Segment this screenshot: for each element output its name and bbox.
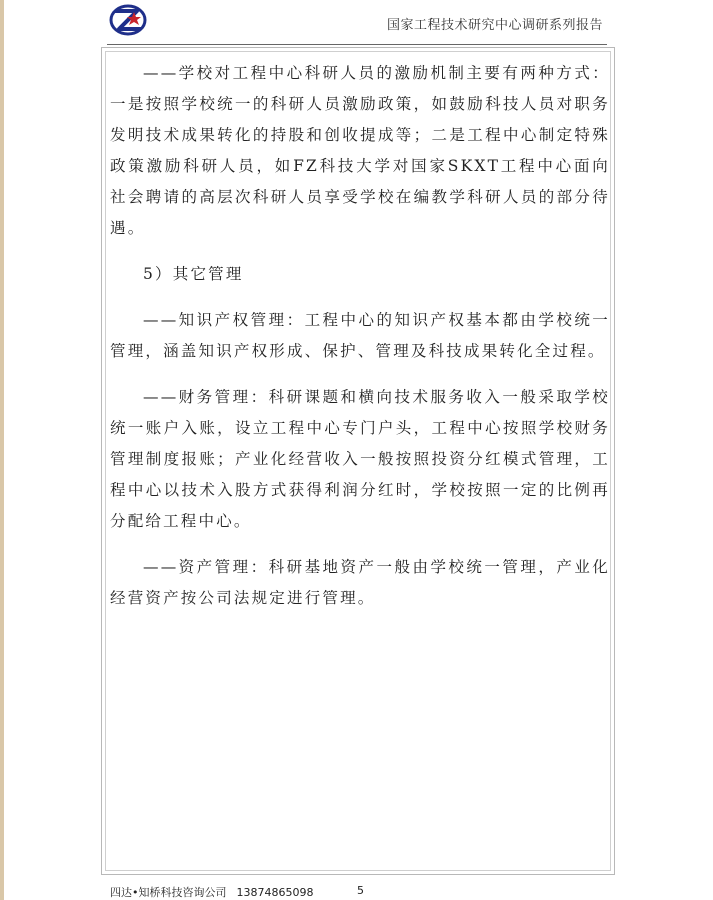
footer-phone: 13874865098 xyxy=(236,886,314,899)
paragraph-incentive-mechanism: ——学校对工程中心科研人员的激励机制主要有两种方式：一是按照学校统一的科研人员激励政策，如鼓励科技人员对职务发明技术成果转化的持股和创收提成等；二是工程中心制定特殊政策激励科研人员，如FZ科技大学对国家SKXT工程中心面向社会聘请的高层次科研人员享受学校在编教学科研人员的部分待遇。 xyxy=(110,64,610,237)
header-divider xyxy=(107,44,607,45)
paragraph-asset-management: ——资产管理：科研基地资产一般由学校统一管理，产业化经营资产按公司法规定进行管理。 xyxy=(110,558,610,607)
page-left-edge xyxy=(0,0,4,900)
company-logo-icon xyxy=(107,2,149,38)
footer-company-name: 四达•知桥科技咨询公司 xyxy=(110,886,227,899)
section-heading-other-management: 5）其它管理 xyxy=(143,265,244,283)
header-title: 国家工程技术研究中心调研系列报告 xyxy=(386,18,603,33)
page-number: 5 xyxy=(357,884,364,897)
paragraph-ip-management: ——知识产权管理：工程中心的知识产权基本都由学校统一管理，涵盖知识产权形成、保护、管理及科技成果转化全过程。 xyxy=(110,311,610,360)
footer xyxy=(110,884,313,900)
document-body xyxy=(110,58,610,629)
paragraph-financial-management: ——财务管理：科研课题和横向技术服务收入一般采取学校统一账户入账，设立工程中心专门户头，工程中心按照学校财务管理制度报账；产业化经营收入一般按照投资分红模式管理，工程中心以技术入股方式获得利润分红时，学校按照一定的比例再分配给工程中心。 xyxy=(110,388,610,530)
